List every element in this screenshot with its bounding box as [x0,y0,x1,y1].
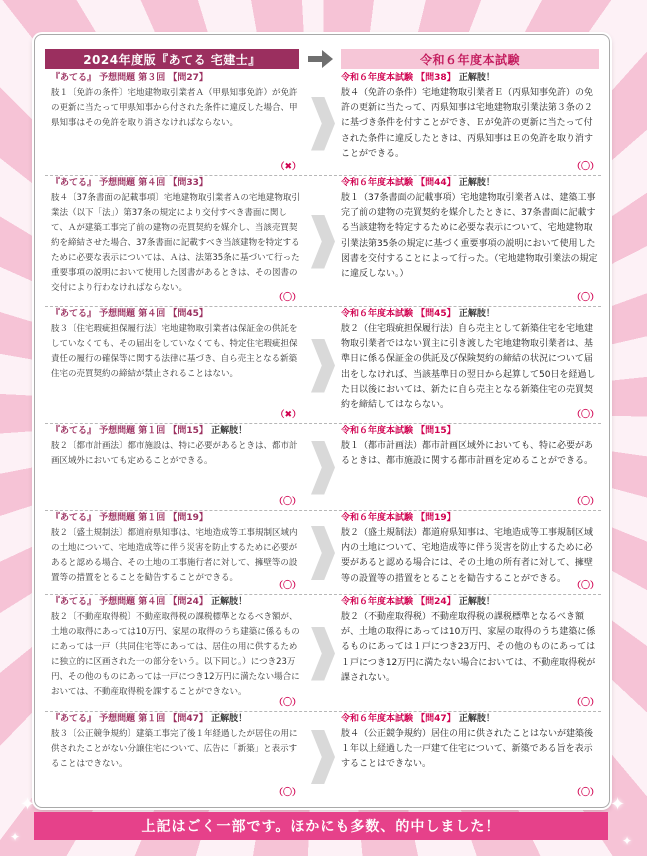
textbook-question-label: 『あてる』 予想問題 第４回 【問33】 [51,178,208,188]
textbook-question-label: 『あてる』 予想問題 第１回 【問19】 [51,513,208,523]
textbook-question-text: 肢１〔免許の条件〕宅地建物取引業者Ａ（甲県知事免許）が免許の更新に当たって甲県知事から付された条件に違反した場合、甲県知事はその免許を取り消さなければならない。 [51,88,298,128]
textbook-question-label: 『あてる』 予想問題 第１回 【問15】 [51,426,208,436]
exam-question-text: 肢４（公正競争規約）居住の用に供されたことはないが建築後１年以上経過した一戸建て住宅について、新築である旨を表示することはできない。 [341,729,594,770]
textbook-column [51,71,303,172]
correct-badge: 正解肢！ [458,73,495,83]
comparison-row [45,176,601,307]
textbook-question-label: 『あてる』 予想問題 第４回 【問45】 [51,309,208,319]
correct-badge: 正解肢！ [458,309,495,319]
textbook-question-tag [51,71,303,85]
sparkle-icon: ✦ [610,794,626,815]
chevron-right-icon [311,215,335,269]
textbook-column [51,595,303,708]
answer-mark: （〇） [571,581,599,591]
exam-column [341,176,599,303]
exam-column [341,307,599,420]
exam-question-text: 肢２（盛土規制法）都道府県知事は、宅地造成等工事規制区域内の土地について、宅地造成等に伴う災害を防止するために必要があると認める場合には、その土地の所有者に対して、擁壁等の設置等の措置をとることを勧告することができる。 [341,528,594,584]
textbook-question-label: 『あてる』 予想問題 第３回 【問27】 [51,73,208,83]
correct-badge: 正解肢！ [458,178,495,188]
exam-question-text: 肢１（都市計画法）都市計画区域外においても、特に必要があるときは、都市施設に関する都市計画を定めることができる。 [341,441,594,467]
arrow-right-icon [306,48,334,70]
exam-question-tag [341,424,599,438]
exam-question-text: 肢２（住宅瑕疵担保履行法）自ら売主として新築住宅を宅地建物取引業者ではない買主に引き渡した宅地建物取引業者は、基準日に係る保証金の供託及び保険契約の締結の状況について届出をしなければ、当該基準日の翌日から起算して50日を経過した日以後においては、新たに自ら売主となる新築住宅の売買契約を締結してはならない。 [341,324,596,411]
textbook-question-text: 肢３〔住宅瑕疵担保履行法〕宅地建物取引業者は保証金の供託をしていなくても、その届出をしていなくても、特定住宅瑕疵担保責任の履行の確保等に関する法律に基づき、自ら売主となる新築住宅の売買契約の締結が禁止されることはない。 [51,324,298,379]
exam-column [341,712,599,798]
chevron-right-icon [311,97,335,151]
correct-badge: 正解肢！ [211,597,248,607]
answer-mark: （〇） [273,788,301,798]
answer-mark: （〇） [571,698,599,708]
comparison-row [45,511,601,595]
exam-question-tag [341,511,599,525]
comparison-row [45,307,601,424]
exam-question-label: 令和６年度本試験 【問15】 [341,426,456,436]
exam-question-tag [341,71,599,85]
textbook-question-text: 肢２〔不動産取得税〕不動産取得税の課税標準となるべき額が、土地の取得にあっては10万円、家屋の取得のうち建築に係るものにあっては一戸（共同住宅等にあっては、居住の用に供するために独立的に区画された一の部分をいう。以下同じ。）につき23万円、その他のものにあっては一戸につき12万円に満たない場合においては、不動産取得税を課することができない。 [51,612,300,697]
chevron-right-icon [311,730,335,784]
exam-question-label: 令和６年度本試験 【問38】 [341,73,456,83]
exam-question-text: 肢２（不動産取得税）不動産取得税の課税標準となるべき額が、土地の取得にあっては10万円、家屋の取得のうち建築に係るものにあっては１戸につき23万円、その他のものにあっては１戸につき12万円に満たない場合においては、不動産取得税が課されない。 [341,612,596,683]
answer-mark: （〇） [273,293,301,303]
textbook-question-label: 『あてる』 予想問題 第１回 【問47】 [51,714,208,724]
exam-question-label: 令和６年度本試験 【問47】 [341,714,456,724]
comparison-row [45,71,601,176]
textbook-column [51,511,303,591]
chevron-right-icon [311,441,335,495]
answer-mark: （✖） [275,162,301,172]
answer-mark: （〇） [273,497,301,507]
exam-question-label: 令和６年度本試験 【問24】 [341,597,456,607]
textbook-question-tag [51,595,303,609]
answer-mark: （〇） [571,410,599,420]
exam-question-tag [341,176,599,190]
textbook-question-tag [51,424,303,438]
answer-mark: （〇） [273,698,301,708]
answer-mark: （〇） [571,293,599,303]
comparison-panel [34,34,610,808]
answer-mark: （✖） [275,410,301,420]
comparison-row [45,712,601,802]
textbook-question-text: 肢３〔公正競争規約〕建築工事完了後１年経過したが居住の用に供されたことがない分譲住宅について、広告に「新築」と表示することはできない。 [51,729,298,769]
exam-question-label: 令和６年度本試験 【問45】 [341,309,456,319]
textbook-question-tag [51,307,303,321]
comparison-row [45,424,601,511]
exam-question-text: 肢４（免許の条件）宅地建物取引業者Ｅ（丙県知事免許）の免許の更新に当たって、丙県知事は宅地建物取引業法第３条の２に基づき条件を付すことができ、Ｅが免許の更新に当たって付された条件に違反したときは、丙県知事はＥの免許を取り消すことができる。 [341,88,594,159]
chevron-right-icon [311,339,335,393]
exam-column [341,71,599,172]
answer-mark: （〇） [273,581,301,591]
textbook-question-text: 肢２〔盛土規制法〕都道府県知事は、宅地造成等工事規制区域内の土地について、宅地造成等に伴う災害を防止するために必要があると認める場合、その土地の工事施行者に対して、擁壁等の設置等の措置をとることを勧告することができる。 [51,528,298,583]
answer-mark: （〇） [571,788,599,798]
sparkle-icon: ✦ [20,794,36,815]
chevron-right-icon [311,526,335,580]
textbook-column [51,307,303,420]
textbook-question-text: 肢２〔都市計画法〕都市施設は、特に必要があるときは、都市計画区域外においても定めることができる。 [51,441,298,466]
footer-banner: 上記はごく一部です。ほかにも多数、的中しました！ [34,812,608,840]
textbook-column [51,424,303,507]
correct-badge: 正解肢！ [458,714,495,724]
chevron-right-icon [311,627,335,681]
header-textbook: 2024年度版『あてる 宅建士』 [45,49,299,69]
exam-question-tag [341,595,599,609]
correct-badge: 正解肢！ [458,597,495,607]
comparison-row [45,595,601,712]
correct-badge: 正解肢！ [211,714,248,724]
textbook-question-tag [51,176,303,190]
exam-question-label: 令和６年度本試験 【問19】 [341,513,456,523]
exam-question-text: 肢１（37条書面の記載事項）宅地建物取引業者Ａは、建築工事完了前の建物の売買契約を媒介したときに、37条書面に記載する当該建物を特定するために必要な表示について、宅地建物取引業法第35条の規定に基づく重要事項の説明において使用した図書を交付することによって行った。（宅地建物取引業法の規定に違反しない。） [341,193,598,280]
exam-column [341,595,599,708]
exam-question-tag [341,712,599,726]
textbook-question-tag [51,712,303,726]
textbook-column [51,176,303,303]
textbook-question-label: 『あてる』 予想問題 第４回 【問24】 [51,597,208,607]
exam-column [341,511,599,591]
sparkle-icon: ✦ [10,830,21,844]
header-exam: 令和６年度本試験 [341,49,599,69]
correct-badge: 正解肢！ [211,426,248,436]
textbook-question-tag [51,511,303,525]
exam-column [341,424,599,507]
exam-question-tag [341,307,599,321]
answer-mark: （〇） [571,162,599,172]
textbook-column [51,712,303,798]
textbook-question-text: 肢４〔37条書面の記載事項〕宅地建物取引業者Ａの宅地建物取引業法（以下「法」）第37条の規定により交付すべき書面に関して、Ａが建築工事完了前の建物の売買契約を媒介し、当該売買契約を締結させた場合、37条書面に記載すべき当該建物を特定するために必要な表示については、Ａは、法第35条に基づいて行った重要事項の説明において使用した図書があるときは、その図書の交付により行わなければならない。 [51,193,300,293]
answer-mark: （〇） [571,497,599,507]
sparkle-icon: ✦ [622,834,633,848]
exam-question-label: 令和６年度本試験 【問44】 [341,178,456,188]
